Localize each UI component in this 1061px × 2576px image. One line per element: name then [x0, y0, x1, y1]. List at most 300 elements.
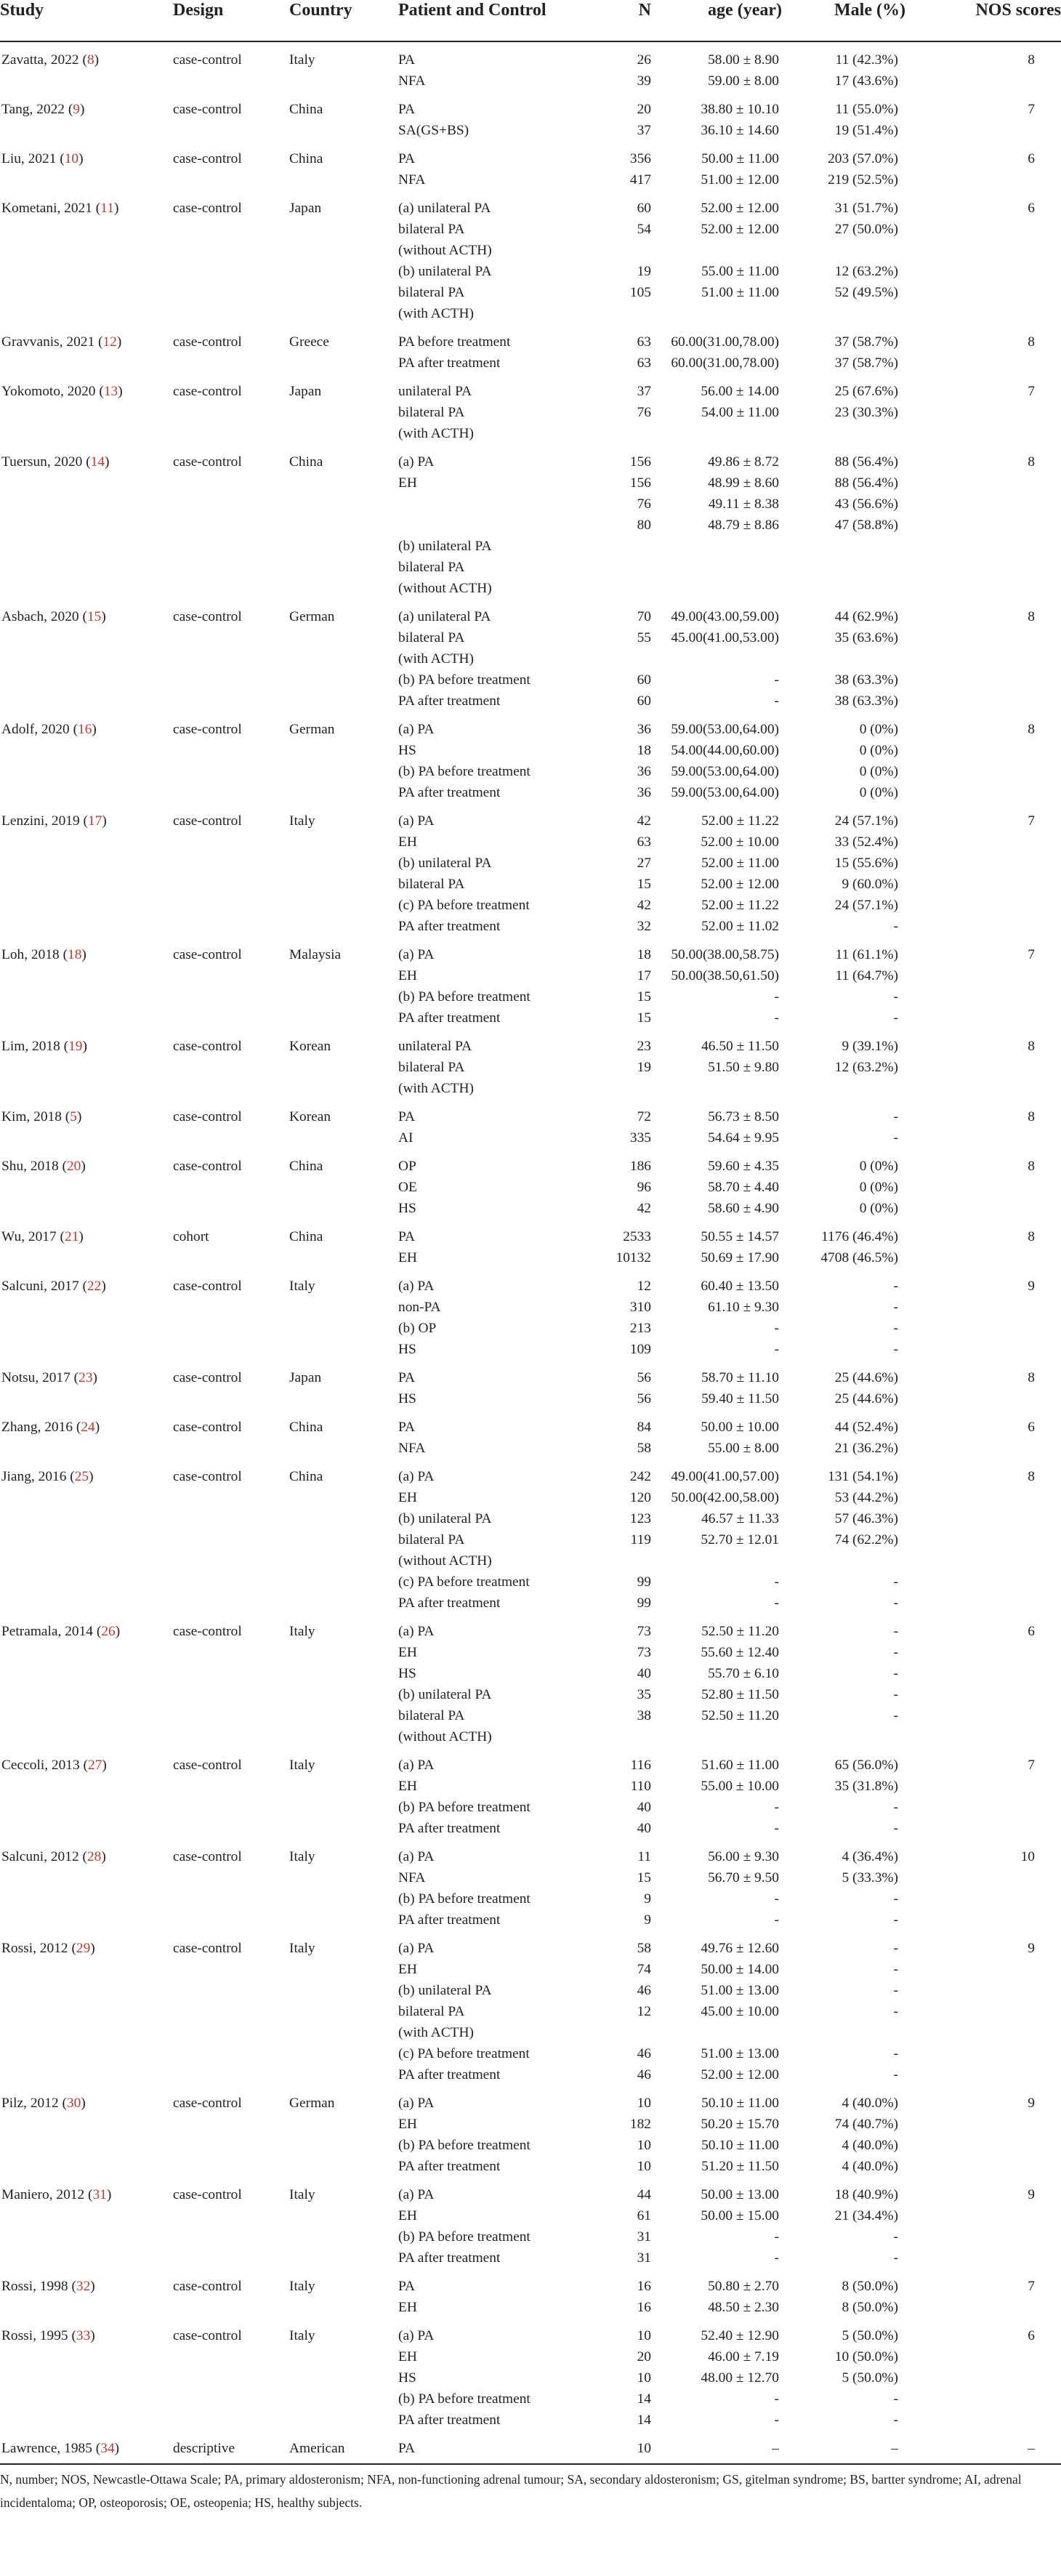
table-row [0, 2297, 1061, 2318]
nos-cell [905, 1550, 1061, 1571]
country-cell [289, 353, 398, 374]
age-cell: 52.70 ± 12.01 [701, 1532, 779, 1547]
nos-cell: 7 [1028, 384, 1035, 399]
age-cell: 59.00(53.00,64.00) [671, 722, 779, 737]
male-cell: 0 (0%) [859, 764, 898, 779]
design-cell [173, 219, 289, 240]
age-cell: 59.00 ± 8.00 [708, 73, 779, 89]
study-cell [0, 2226, 173, 2247]
n-cell [594, 423, 651, 444]
country-cell [289, 1593, 398, 1614]
study-cell: Wu, 2017 (21) [1, 1229, 84, 1244]
age-cell: 52.00 ± 11.00 [701, 856, 779, 871]
nos-cell [905, 261, 1061, 282]
reference-link[interactable]: 13 [103, 384, 118, 399]
patient-control-cell: bilateral PA [398, 1708, 465, 1723]
country-cell: Italy [289, 2279, 315, 2294]
reference-link[interactable]: 11 [100, 201, 114, 216]
age-cell: - [774, 1010, 779, 1026]
design-cell [173, 1888, 289, 1909]
design-cell: case-control [173, 1370, 242, 1385]
design-cell [173, 1247, 289, 1268]
table-row [0, 1747, 1061, 1776]
country-cell: Japan [289, 201, 322, 216]
nos-cell [905, 2156, 1061, 2177]
table-row [0, 219, 1061, 240]
patient-control-cell: (b) unilateral PA [398, 264, 492, 279]
age-cell: - [774, 693, 779, 709]
reference-link[interactable]: 30 [66, 2096, 81, 2111]
nos-cell [905, 472, 1061, 494]
male-cell: 24 (57.1%) [834, 898, 898, 913]
male-cell: - [893, 1279, 898, 1294]
age-cell: 50.80 ± 2.70 [708, 2279, 779, 2294]
reference-link[interactable]: 15 [86, 609, 102, 624]
patient-control-cell: PA after treatment [398, 2159, 501, 2174]
male-cell: 0 (0%) [859, 1180, 898, 1195]
country-cell [289, 832, 398, 853]
male-cell: 8 (50.0%) [842, 2300, 898, 2315]
n-cell: 40 [637, 1821, 651, 1836]
patient-control-cell: NFA [398, 1870, 426, 1885]
reference-link[interactable]: 31 [92, 2187, 107, 2202]
male-cell: - [893, 1800, 898, 1815]
patient-control-cell: PA before treatment [398, 334, 511, 350]
study-cell [0, 2388, 173, 2410]
age-cell: 38.80 ± 10.10 [701, 102, 779, 117]
patient-control-cell: bilateral PA [398, 1532, 465, 1547]
n-cell: 31 [637, 2250, 651, 2266]
reference-link[interactable]: 32 [76, 2279, 91, 2294]
age-cell: 52.00 ± 12.00 [701, 222, 779, 237]
age-cell: 54.00(44.00,60.00) [671, 743, 779, 758]
age-cell: 59.60 ± 4.35 [708, 1159, 779, 1174]
age-cell: - [774, 1891, 779, 1907]
design-cell [173, 494, 289, 515]
reference-link[interactable]: 28 [86, 1849, 102, 1864]
patient-control-cell: (with ACTH) [398, 651, 474, 667]
design-cell: case-control [173, 1279, 242, 1294]
patient-control-cell: PA after treatment [398, 919, 501, 934]
table-row [0, 1099, 1061, 1127]
design-cell [173, 2346, 289, 2367]
country-cell [289, 2247, 398, 2269]
table-row [0, 740, 1061, 761]
design-cell [173, 71, 289, 92]
reference-link[interactable]: 27 [88, 1758, 102, 1773]
male-cell: 23 (30.3%) [834, 405, 898, 420]
n-cell: 46 [637, 1983, 651, 1998]
study-cell [0, 240, 173, 261]
table-row [0, 1268, 1061, 1297]
reference-link[interactable]: 22 [86, 1279, 102, 1294]
country-cell [289, 2367, 398, 2388]
nos-cell [905, 494, 1061, 515]
table-row [0, 2043, 1061, 2064]
n-cell: 32 [637, 919, 651, 934]
patient-control-cell: bilateral PA [398, 2004, 465, 2019]
age-cell: 48.50 ± 2.30 [708, 2300, 779, 2315]
age-cell: 50.10 ± 11.00 [701, 2096, 779, 2111]
reference-link[interactable]: 24 [81, 1420, 95, 1435]
reference-link[interactable]: 34 [100, 2441, 115, 2456]
n-cell: 36 [637, 764, 651, 779]
nos-cell [905, 1980, 1061, 2001]
table-row [0, 1318, 1061, 1339]
reference-link[interactable]: 23 [78, 1370, 93, 1385]
design-cell [173, 2135, 289, 2156]
country-cell [289, 1642, 398, 1663]
design-cell [173, 2205, 289, 2226]
design-cell: case-control [173, 1849, 242, 1864]
country-cell [289, 303, 398, 324]
patient-control-cell: (a) PA [398, 722, 435, 737]
nos-cell [905, 1487, 1061, 1508]
table-row [0, 1909, 1061, 1931]
study-cell [0, 2367, 173, 2388]
design-cell [173, 282, 289, 303]
country-cell [289, 1078, 398, 1099]
male-cell: 44 (52.4%) [834, 1420, 898, 1435]
patient-control-cell: OE [398, 1180, 417, 1195]
study-name: Asbach, 2020 [1, 609, 79, 624]
patient-control-cell: bilateral PA [398, 877, 465, 892]
study-cell [0, 874, 173, 895]
male-cell: 53 (44.2%) [834, 1490, 898, 1505]
country-cell [289, 986, 398, 1007]
age-cell: 58.60 ± 4.90 [708, 1201, 779, 1216]
reference-link[interactable]: 33 [76, 2328, 91, 2343]
nos-cell [905, 515, 1061, 536]
male-cell: 27 (50.0%) [834, 222, 898, 237]
age-cell: 60.00(31.00,78.00) [671, 355, 779, 371]
table-row [0, 494, 1061, 515]
nos-cell [905, 1078, 1061, 1099]
reference-link[interactable]: 20 [66, 1159, 81, 1174]
table-row [0, 2085, 1061, 2114]
design-cell [173, 2367, 289, 2388]
reference-link[interactable]: 9 [73, 102, 80, 117]
reference-link[interactable]: 10 [64, 151, 79, 166]
nos-cell [905, 832, 1061, 853]
design-cell [173, 515, 289, 536]
n-cell: 76 [637, 496, 651, 512]
male-cell: 11 (61.1%) [835, 947, 898, 962]
patient-control-cell: bilateral PA [398, 405, 465, 420]
age-cell: 46.00 ± 7.19 [708, 2349, 779, 2364]
patient-control-cell: (a) PA [398, 2187, 435, 2202]
country-cell [289, 120, 398, 141]
design-cell [173, 1529, 289, 1550]
study-cell: Rossi, 1995 (33) [1, 2328, 95, 2343]
reference-link[interactable]: 19 [68, 1039, 83, 1054]
age-cell: 48.00 ± 12.70 [701, 2370, 779, 2386]
study-cell [0, 2022, 173, 2043]
design-cell: case-control [173, 2328, 242, 2343]
age-cell: 52.40 ± 12.90 [701, 2328, 779, 2343]
n-cell: 119 [630, 1532, 651, 1547]
male-cell: 0 (0%) [859, 785, 898, 800]
study-cell [0, 1663, 173, 1684]
n-cell: 55 [637, 630, 651, 645]
reference-link[interactable]: 16 [78, 722, 92, 737]
reference-link[interactable]: 21 [65, 1229, 79, 1244]
study-name: Salcuni, 2017 [1, 1279, 79, 1294]
patient-control-cell: NFA [398, 73, 426, 89]
table-row [0, 853, 1061, 874]
male-cell: 31 (51.7%) [834, 201, 898, 216]
header-design: Design [173, 0, 289, 41]
male-cell [782, 2022, 905, 2043]
table-row [0, 691, 1061, 712]
country-cell [289, 2156, 398, 2177]
nos-cell [905, 402, 1061, 423]
study-cell [0, 2043, 173, 2064]
patient-control-cell: EH [398, 1250, 417, 1265]
study-cell [0, 2001, 173, 2022]
design-cell [173, 1297, 289, 1318]
age-cell: 50.20 ± 15.70 [701, 2117, 779, 2132]
age-cell: 61.10 ± 9.30 [708, 1300, 779, 1315]
age-cell: 52.80 ± 11.50 [701, 1687, 779, 1702]
reference-link[interactable]: 18 [68, 947, 82, 962]
age-cell: 52.50 ± 11.20 [701, 1624, 779, 1639]
table-row [0, 71, 1061, 92]
male-cell [782, 423, 905, 444]
study-cell: Lim, 2018 (19) [1, 1039, 87, 1054]
country-cell [289, 1318, 398, 1339]
nos-cell: 8 [1028, 1159, 1035, 1174]
table-row [0, 2388, 1061, 2410]
n-cell: 10 [637, 2328, 651, 2343]
study-cell [0, 219, 173, 240]
table-row [0, 1459, 1061, 1487]
nos-cell: 7 [1028, 947, 1035, 962]
n-cell: 31 [637, 2229, 651, 2245]
study-name: Kim, 2018 [1, 1109, 62, 1124]
reference-link[interactable]: 17 [88, 813, 102, 829]
n-cell: 12 [637, 1279, 651, 1294]
n-cell: 72 [637, 1109, 651, 1124]
nos-cell [905, 1247, 1061, 1268]
design-cell [173, 2022, 289, 2043]
n-cell [594, 557, 651, 578]
patient-control-cell: PA after treatment [398, 785, 501, 800]
design-cell [173, 2001, 289, 2022]
n-cell: 61 [637, 2208, 651, 2223]
table-row [0, 1057, 1061, 1078]
design-cell [173, 169, 289, 190]
patient-control-cell: (a) PA [398, 1849, 435, 1864]
design-cell [173, 1127, 289, 1148]
study-cell: Tuersun, 2020 (14) [1, 454, 110, 470]
country-cell: China [289, 102, 323, 117]
country-cell [289, 761, 398, 782]
male-cell: - [893, 1821, 898, 1836]
age-cell: 60.40 ± 13.50 [701, 1279, 779, 1294]
country-cell [289, 578, 398, 599]
nos-cell [905, 2388, 1061, 2410]
nos-cell [905, 282, 1061, 303]
patient-control-cell: (a) PA [398, 2096, 435, 2111]
nos-cell: 6 [1028, 1420, 1035, 1435]
study-name: Liu, 2021 [1, 151, 57, 166]
n-cell: 42 [637, 898, 651, 913]
age-cell: - [774, 1574, 779, 1590]
patient-control-cell: PA after treatment [398, 1010, 501, 1026]
n-cell: 10 [637, 2441, 651, 2456]
table-row [0, 1642, 1061, 1663]
study-cell [0, 691, 173, 712]
male-cell: - [893, 1687, 898, 1702]
table-row [0, 1818, 1061, 1839]
patient-control-cell: PA [398, 151, 416, 166]
study-cell: Yokomoto, 2020 (13) [1, 384, 123, 399]
patient-control-cell: PA [398, 1420, 416, 1435]
study-cell [0, 1797, 173, 1818]
design-cell [173, 1642, 289, 1663]
n-cell: 60 [637, 672, 651, 688]
patient-control-cell: (b) unilateral PA [398, 1687, 492, 1702]
n-cell [594, 303, 651, 324]
table-row [0, 2367, 1061, 2388]
male-cell: 25 (67.6%) [834, 384, 898, 399]
n-cell: 105 [629, 285, 651, 300]
n-cell: 335 [629, 1130, 651, 1146]
study-name: Tuersun, 2020 [1, 454, 83, 470]
age-cell [651, 303, 782, 324]
patient-control-cell: (with ACTH) [398, 1081, 474, 1096]
nos-cell: 6 [1028, 1624, 1035, 1639]
country-cell [289, 2043, 398, 2064]
nos-cell [905, 303, 1061, 324]
study-cell [0, 536, 173, 557]
country-cell: China [289, 1420, 323, 1435]
table-row [0, 599, 1061, 627]
design-cell: case-control [173, 384, 242, 399]
male-cell [782, 1726, 905, 1747]
reference-link[interactable]: 8 [86, 52, 94, 68]
age-cell: 51.60 ± 11.00 [701, 1758, 779, 1773]
study-cell [0, 2247, 173, 2269]
reference-link[interactable]: 26 [101, 1624, 116, 1639]
design-cell: case-control [173, 151, 242, 166]
age-cell: 50.10 ± 11.00 [701, 2138, 779, 2153]
nos-cell [905, 1959, 1061, 1980]
n-cell: 16 [637, 2300, 651, 2315]
n-cell: 20 [637, 2349, 651, 2364]
male-cell: 43 (56.6%) [834, 496, 898, 512]
nos-cell: 9 [1028, 1941, 1035, 1956]
study-cell [0, 1247, 173, 1268]
age-cell: - [774, 2391, 779, 2407]
male-cell: 44 (62.9%) [834, 609, 898, 624]
n-cell: 18 [637, 947, 651, 962]
age-cell: - [774, 1595, 779, 1611]
reference-link[interactable]: 12 [102, 334, 117, 350]
n-cell: 9 [644, 1891, 651, 1907]
country-cell [289, 423, 398, 444]
design-cell: case-control [173, 1039, 242, 1054]
age-cell: 52.00 ± 12.00 [701, 877, 779, 892]
table-body [0, 41, 1061, 2459]
age-cell: 51.00 ± 13.00 [701, 1983, 779, 1998]
design-cell [173, 1177, 289, 1198]
study-cell [0, 1529, 173, 1550]
design-cell: case-control [173, 947, 242, 962]
design-cell [173, 536, 289, 557]
table-row [0, 515, 1061, 536]
age-cell [651, 536, 782, 557]
country-cell: Italy [289, 1849, 315, 1864]
table-row [0, 874, 1061, 895]
country-cell [289, 2001, 398, 2022]
design-cell [173, 627, 289, 648]
country-cell [289, 2205, 398, 2226]
nos-cell [905, 669, 1061, 691]
male-cell: 35 (31.8%) [834, 1779, 898, 1794]
country-cell [289, 402, 398, 423]
patient-control-cell [398, 515, 594, 536]
table-row [0, 782, 1061, 803]
male-cell: 15 (55.6%) [834, 856, 898, 871]
n-cell: 19 [637, 264, 651, 279]
country-cell [289, 1007, 398, 1029]
design-cell [173, 1318, 289, 1339]
design-cell [173, 1508, 289, 1529]
table-row [0, 402, 1061, 423]
age-cell: 46.57 ± 11.33 [701, 1511, 779, 1526]
study-cell [0, 515, 173, 536]
study-name: Shu, 2018 [1, 1159, 59, 1174]
n-cell [594, 648, 651, 669]
nos-cell [905, 2043, 1061, 2064]
country-cell [289, 515, 398, 536]
nos-cell: 8 [1028, 1229, 1035, 1244]
reference-link[interactable]: 14 [90, 454, 105, 470]
patient-control-cell: HS [398, 1201, 416, 1216]
patient-control-cell: (a) PA [398, 947, 435, 962]
table-row [0, 2226, 1061, 2247]
country-cell: Italy [289, 1279, 315, 1294]
table-row [0, 1614, 1061, 1642]
study-name: Rossi, 2012 [1, 1941, 68, 1956]
design-cell [173, 557, 289, 578]
design-cell [173, 2297, 289, 2318]
patient-control-cell: unilateral PA [398, 1039, 472, 1054]
header-age: age (year) [651, 0, 782, 41]
country-cell: Italy [289, 813, 315, 829]
nos-cell [905, 1642, 1061, 1663]
reference-link[interactable]: 5 [70, 1109, 77, 1124]
patient-control-cell: HS [398, 1342, 416, 1357]
male-cell: 219 (52.5%) [828, 172, 898, 188]
patient-control-cell: (a) unilateral PA [398, 609, 491, 624]
design-cell [173, 740, 289, 761]
country-cell [289, 2114, 398, 2135]
reference-link[interactable]: 29 [76, 1941, 91, 1956]
nos-cell: 6 [1028, 151, 1035, 166]
patient-control-cell: (with ACTH) [398, 306, 474, 321]
male-cell: - [893, 1708, 898, 1723]
study-cell [0, 1057, 173, 1078]
reference-link[interactable]: 25 [74, 1469, 89, 1484]
male-cell: 37 (58.7%) [834, 334, 898, 350]
patient-control-cell: (a) PA [398, 454, 435, 470]
age-cell: 51.00 ± 11.00 [701, 285, 779, 300]
table-row [0, 1867, 1061, 1888]
table-row [0, 1888, 1061, 1909]
